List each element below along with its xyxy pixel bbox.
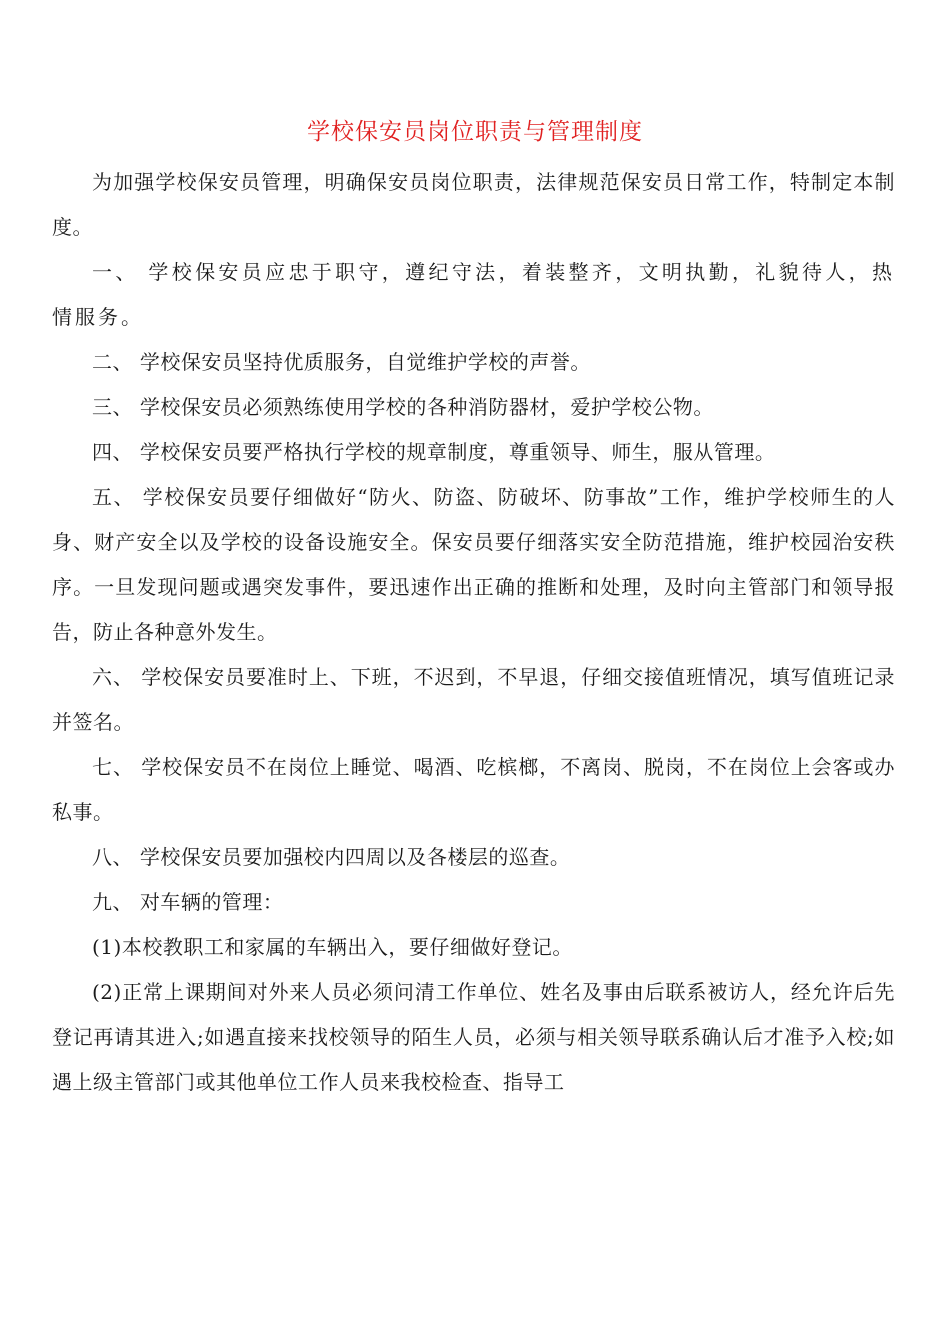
clause-4: 四、 学校保安员要严格执行学校的规章制度，尊重领导、师生，服从管理。 (92, 440, 776, 464)
clause-5: 五、 学校保安员要仔细做好“防火、防盗、防破坏、防事故”工作，维护学校师生的人身、财产安全以及学校的设备设施安全。保安员要仔细落实安全防范措施，维护校园治安秩序。一旦发现问题或遇突发事件，要迅速作出正确的推断和处理，及时向主管部门和领导报告，防止各种意外发生。 (52, 485, 895, 644)
document-body (52, 160, 895, 1105)
clause-6: 六、 学校保安员要准时上、下班，不迟到，不早退，仔细交接值班情况，填写值班记录并签名。 (52, 665, 895, 734)
clause-9-item-2: (2)正常上课期间对外来人员必须问清工作单位、姓名及事由后联系被访人，经允许后先登记再请其进入;如遇直接来找校领导的陌生人员，必须与相关领导联系确认后才准予入校;如遇上级主管部门或其他单位工作人员来我校检查、指导工 (52, 980, 895, 1094)
clause-9: 九、 对车辆的管理： (92, 890, 284, 914)
clause-8: 八、 学校保安员要加强校内四周以及各楼层的巡查。 (92, 845, 571, 869)
intro-paragraph: 为加强学校保安员管理，明确保安员岗位职责，法律规范保安员日常工作，特制定本制度。 (52, 170, 895, 239)
clause-9-item-1: (1)本校教职工和家属的车辆出入，要仔细做好登记。 (92, 935, 573, 959)
clause-3: 三、 学校保安员必须熟练使用学校的各种消防器材，爱护学校公物。 (92, 395, 714, 419)
clause-1: 一、 学校保安员应忠于职守，遵纪守法，着装整齐，文明执勤，礼貌待人，热情服务。 (52, 260, 895, 329)
document-title: 学校保安员岗位职责与管理制度 (307, 119, 643, 145)
clause-2: 二、 学校保安员坚持优质服务，自觉维护学校的声誉。 (92, 350, 591, 374)
clause-7: 七、 学校保安员不在岗位上睡觉、喝酒、吃槟榔，不离岗、脱岗，不在岗位上会客或办私事。 (52, 755, 895, 824)
